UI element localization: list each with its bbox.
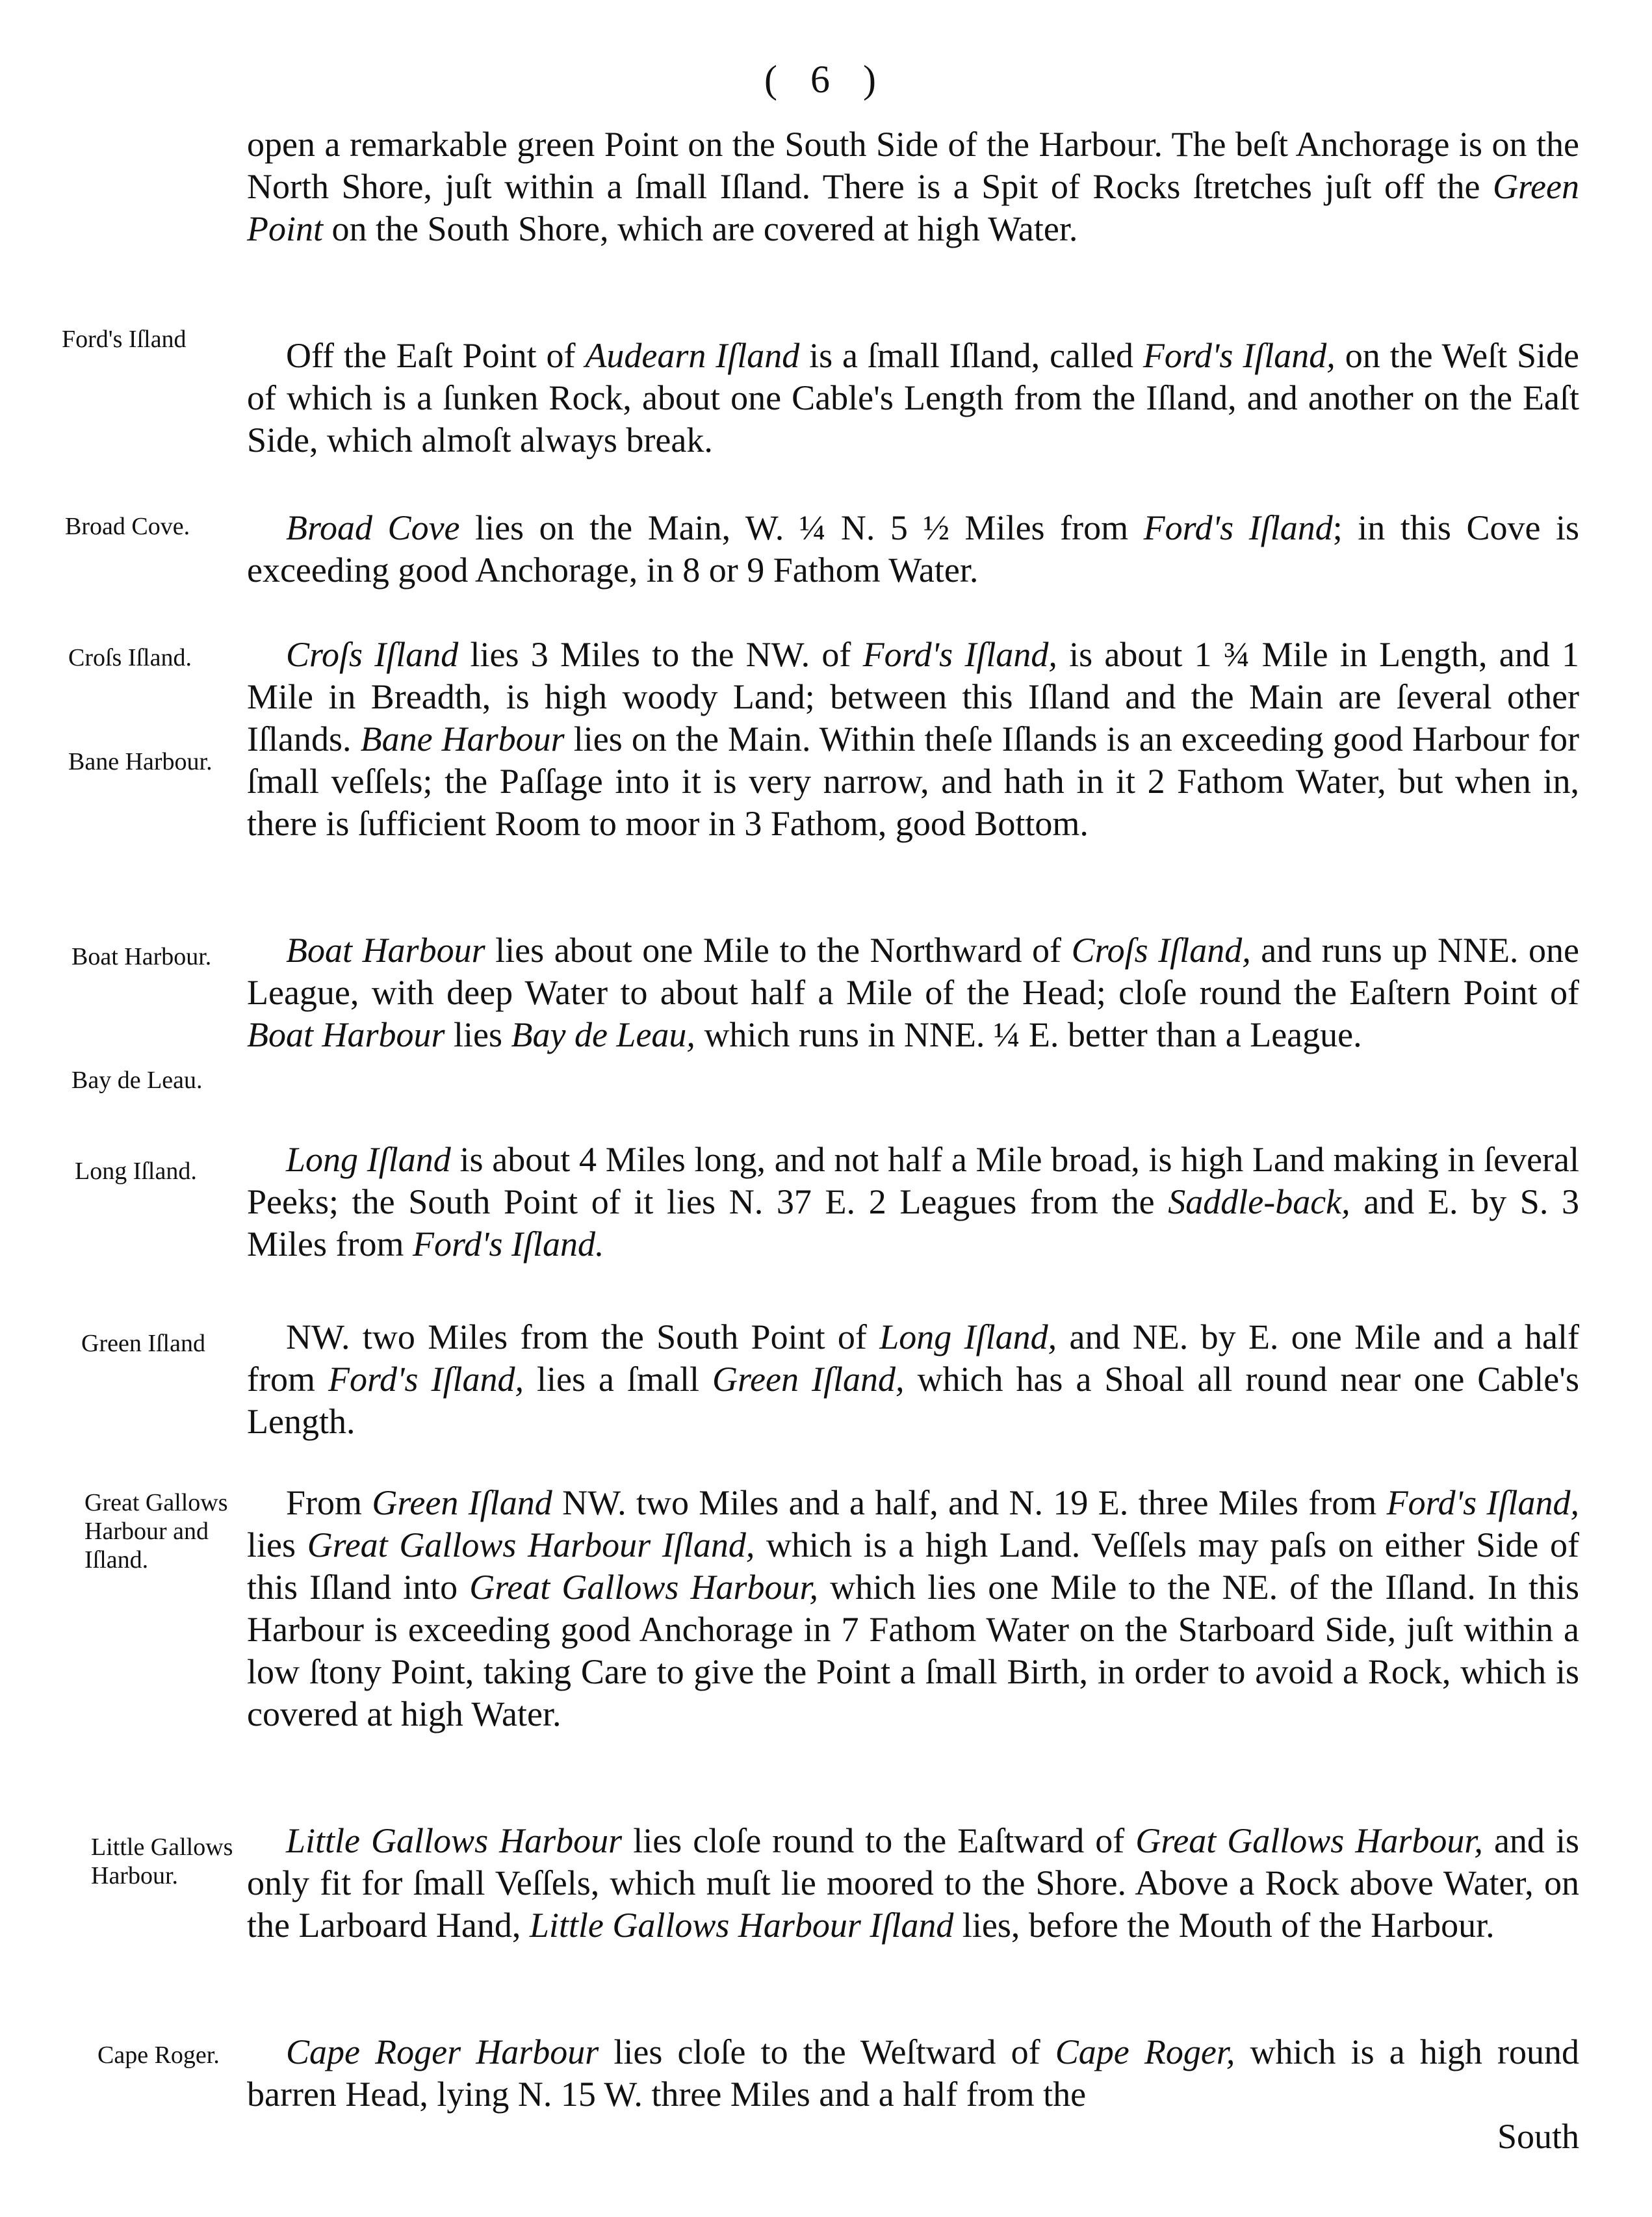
text-run: and NE. by E. one Mile and a half from (247, 1317, 1579, 1399)
paragraph-broad-cove (247, 507, 1579, 591)
text-run: NW. two Miles and a half, and N. 19 E. three Miles from (552, 1483, 1387, 1522)
italic-run: Cape Roger Harbour (286, 2032, 599, 2071)
italic-run: Great Gallows Harbour Iſland, (307, 1525, 755, 1564)
text-run: lies cloſe to the Weſtward of (599, 2032, 1055, 2071)
catchword: South (1497, 2117, 1579, 2156)
margin-note-great-gallows: Great Gallows Harbour and Iſland. (84, 1489, 228, 1574)
italic-run: Bay de Leau, (511, 1015, 695, 1054)
italic-run: Ford's Iſland (1143, 508, 1333, 547)
text-run: is a ſmall Iſland, called (799, 336, 1143, 375)
italic-run: Green Point (247, 167, 1579, 248)
margin-note-long-island: Long Iſland. (75, 1158, 197, 1185)
italic-run: Long Iſland, (879, 1317, 1057, 1356)
text-run: on the South Shore, which are covered at high Water. (323, 209, 1078, 248)
text-run: lies cloſe round to the Eaſtward of (622, 1821, 1136, 1860)
italic-run: Ford's Iſland, (328, 1360, 524, 1399)
paragraph-intro (247, 123, 1579, 250)
italic-run: Great Gallows Harbour, (469, 1568, 819, 1607)
text-run: which runs in NNE. ¼ E. better than a League. (695, 1015, 1362, 1054)
italic-run: Little Gallows Harbour (286, 1821, 623, 1860)
italic-run: Croſs Iſland, (1071, 931, 1251, 970)
italic-run: Little Gallows Harbour Iſland (529, 1906, 954, 1945)
italic-run: Audearn Iſland (585, 336, 800, 375)
italic-run: Ford's Iſland, (1142, 336, 1336, 375)
text-run: and is only fit for ſmall Veſſels, which muſt lie moored to the Shore. Above a Rock above Water, on the Larboard Hand, (247, 1821, 1579, 1945)
text-run: From (286, 1483, 372, 1522)
italic-run: Long Iſland (286, 1140, 451, 1179)
italic-run: Cape Roger, (1055, 2032, 1235, 2071)
italic-run: Ford's Iſland, (1386, 1483, 1579, 1522)
page-number: ( 6 ) (764, 58, 888, 101)
paragraph-great-gallows (247, 1482, 1579, 1735)
italic-run: Green Iſland (372, 1483, 552, 1522)
margin-note-cape-roger: Cape Roger. (97, 2042, 220, 2069)
text-run: which is a high Land. Veſſels may paſs on either Side of this Iſland into (247, 1525, 1579, 1607)
italic-run: Boat Harbour (286, 931, 485, 970)
paragraph-cross-island (247, 634, 1579, 845)
text-run: lies (445, 1015, 511, 1054)
text-run: is about 4 Miles long, and not half a Mile broad, is high Land making in ſeveral Peeks; the South Point of it lies N. 37 E. 2 Leagues from the (247, 1140, 1579, 1221)
text-run: open a remarkable green Point on the South Side of the Harbour. The beſt Anchorage is on the North Shore, juſt within a ſmall Iſland. There is a Spit of Rocks ſtretches juſt off the (247, 125, 1579, 206)
italic-run: Boat Harbour (247, 1015, 445, 1054)
margin-note-bane-harbour: Bane Harbour. (68, 748, 213, 775)
text-run: ; in this Cove is exceeding good Anchorage, in 8 or 9 Fathom Water. (247, 508, 1580, 590)
paragraph-fords-island (247, 335, 1579, 461)
text-run: and runs up NNE. one League, with deep Water to about half a Mile of the Head; cloſe round the Eaſtern Point of (247, 931, 1579, 1012)
paragraph-cape-roger (247, 2031, 1579, 2116)
catchword-block (247, 2116, 1579, 2158)
italic-run: Saddle-back, (1168, 1182, 1350, 1221)
margin-note-fords-island: Ford's Iſland (62, 326, 187, 353)
paragraph-boat-harbour (247, 929, 1579, 1056)
italic-run: Great Gallows Harbour, (1135, 1821, 1483, 1860)
italic-run: Ford's Iſland, (862, 635, 1057, 674)
text-run: which is a high round barren Head, lying N. 15 W. three Miles and a half from the (247, 2032, 1579, 2114)
paragraph-long-island (247, 1139, 1579, 1265)
paragraph-little-gallows (247, 1820, 1579, 1947)
text-run: and E. by S. 3 Miles from (247, 1182, 1579, 1264)
italic-run: Croſs Iſland (286, 635, 459, 674)
margin-note-bay-de-leau: Bay de Leau. (71, 1067, 203, 1094)
text-run: lies about one Mile to the Northward of (485, 931, 1072, 970)
margin-note-cross-island: Croſs Iſland. (68, 644, 192, 671)
text-run: which has a Shoal all round near one Cable's Length. (247, 1360, 1580, 1441)
margin-note-boat-harbour: Boat Harbour. (71, 943, 212, 970)
text-run: which lies one Mile to the NE. of the Iſland. In this Harbour is exceeding good Anchorage in 7 Fathom Water on the Starboard Side, juſt within a low ſtony Point, taking Care to give the Point a ſmall Birth, in order to avoid a Rock, which is covered at high Water. (247, 1568, 1580, 1733)
italic-run: Ford's Iſland. (412, 1225, 604, 1264)
text-run: lies (247, 1525, 307, 1564)
text-run: lies, before the Mouth of the Harbour. (953, 1906, 1495, 1945)
text-run: lies a ſmall (524, 1360, 713, 1399)
text-run: Off the Eaſt Point of (286, 336, 586, 375)
text-run: is about 1 ¾ Mile in Length, and 1 Mile in Breadth, is high woody Land; between this Iſland and the Main are ſeveral other Iſlands. (247, 635, 1579, 758)
text-run: on the Weſt Side of which is a ſunken Rock, about one Cable's Length from the Iſland, and another on the Eaſt Side, which almoſt always break. (247, 336, 1579, 460)
text-run: lies on the Main, W. ¼ N. 5 ½ Miles from (459, 508, 1144, 547)
italic-run: Broad Cove (286, 508, 460, 547)
text-run: lies 3 Miles to the NW. of (458, 635, 863, 674)
paragraph-green-island (247, 1316, 1579, 1443)
margin-note-broad-cove: Broad Cove. (65, 513, 190, 540)
margin-note-green-island: Green Iſland (81, 1330, 205, 1357)
text-run: NW. two Miles from the South Point of (286, 1317, 880, 1356)
margin-note-little-gallows: Little Gallows Harbour. (91, 1834, 233, 1889)
italic-run: Green Iſland, (712, 1360, 905, 1399)
text-run: lies on the Main. Within theſe Iſlands is an exceeding good Harbour for ſmall veſſels; the Paſſage into it is very narrow, and hath in it 2 Fathom Water, but when in, there is ſufficient Room to moor in 3 Fathom, good Bottom. (247, 720, 1579, 843)
italic-run: Bane Harbour (360, 720, 565, 758)
